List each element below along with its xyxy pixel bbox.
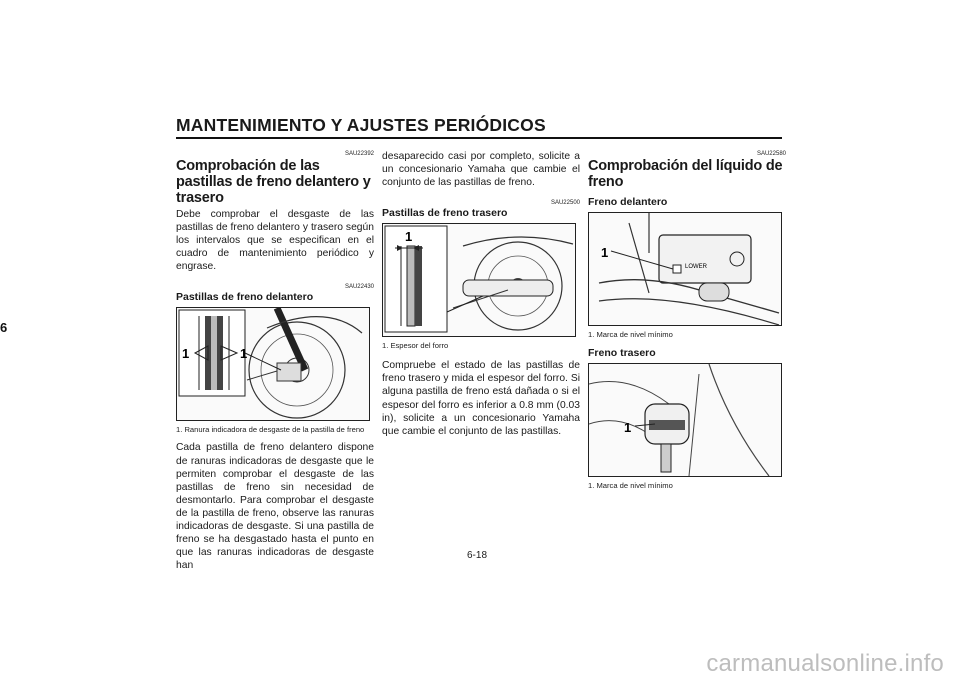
header-rule	[176, 137, 782, 139]
subsection-heading: Freno delantero	[588, 196, 668, 208]
continued-text: desaparecido casi por completo, solicite a un concesionario Yamaha que cambie el conjunto de las pastillas de freno.	[382, 151, 580, 189]
page-number: 6-18	[467, 550, 488, 561]
chapter-tab: 6	[0, 320, 8, 335]
lower-mark-label: LOWER	[685, 264, 708, 270]
body-text: Cada pastilla de freno delantero dispone de ranuras indicadoras de desgaste que le permiten comprobar el desgaste de las pastillas de freno sin necesidad de desmontarlo. Para comprobar el desgaste de la pastilla de freno, observe las ranuras indicadoras de desgaste. Si una pastilla de freno se ha desgastado hasta el punto en que las ranuras indicadoras de desgaste han	[176, 442, 374, 572]
column-1	[176, 150, 374, 572]
intro-text: Debe comprobar el desgaste de las pastillas de freno delantero y trasero según los intervalos que se especifican en el cuadro de mantenimiento periódico y engrase.	[176, 209, 374, 273]
front-brake-fluid-figure	[588, 212, 782, 326]
callout-label: 1	[624, 420, 632, 435]
body-text: Compruebe el estado de las pastillas de freno trasero y mida el espesor del forro. Si alguna pastilla de freno está dañada o si el espesor del forro es inferior a 0.8 mm (0.03 in), solicite a un concesionario Yamaha que cambie el conjunto de las pastillas.	[382, 360, 580, 437]
column-3	[588, 150, 786, 491]
section-heading: Comprobación del líquido de freno	[588, 158, 783, 190]
watermark[interactable]: carmanualsonline.info	[706, 650, 944, 677]
figure-caption: 1. Marca de nivel mínimo	[588, 481, 673, 490]
section-heading: Comprobación de las pastillas de freno delantero y trasero	[176, 158, 371, 206]
section-code: SAU22392	[344, 151, 374, 157]
callout-label: 1	[601, 245, 609, 260]
rear-brake-pad-figure	[382, 223, 576, 337]
section-code: SAU22500	[550, 200, 580, 207]
callout-label: 1	[405, 229, 413, 245]
section-code: SAU22580	[756, 151, 786, 157]
page-title: MANTENIMIENTO Y AJUSTES PERIÓDICOS	[176, 115, 546, 135]
subsection-heading: Pastillas de freno delantero	[176, 291, 314, 304]
callout-label-right: 1	[240, 346, 248, 362]
figure-caption: 1. Ranura indicadora de desgaste de la pastilla de freno	[176, 425, 365, 435]
subsection-heading: Freno trasero	[588, 347, 656, 359]
figure-caption: 1. Espesor del forro	[382, 341, 449, 351]
front-brake-pad-figure	[176, 307, 370, 421]
rear-brake-fluid-figure	[588, 363, 782, 477]
section-code: SAU22430	[344, 284, 374, 291]
figure-caption: 1. Marca de nivel mínimo	[588, 330, 673, 339]
subsection-heading: Pastillas de freno trasero	[382, 207, 508, 220]
column-2	[382, 150, 580, 438]
callout-label-left: 1	[182, 346, 190, 362]
